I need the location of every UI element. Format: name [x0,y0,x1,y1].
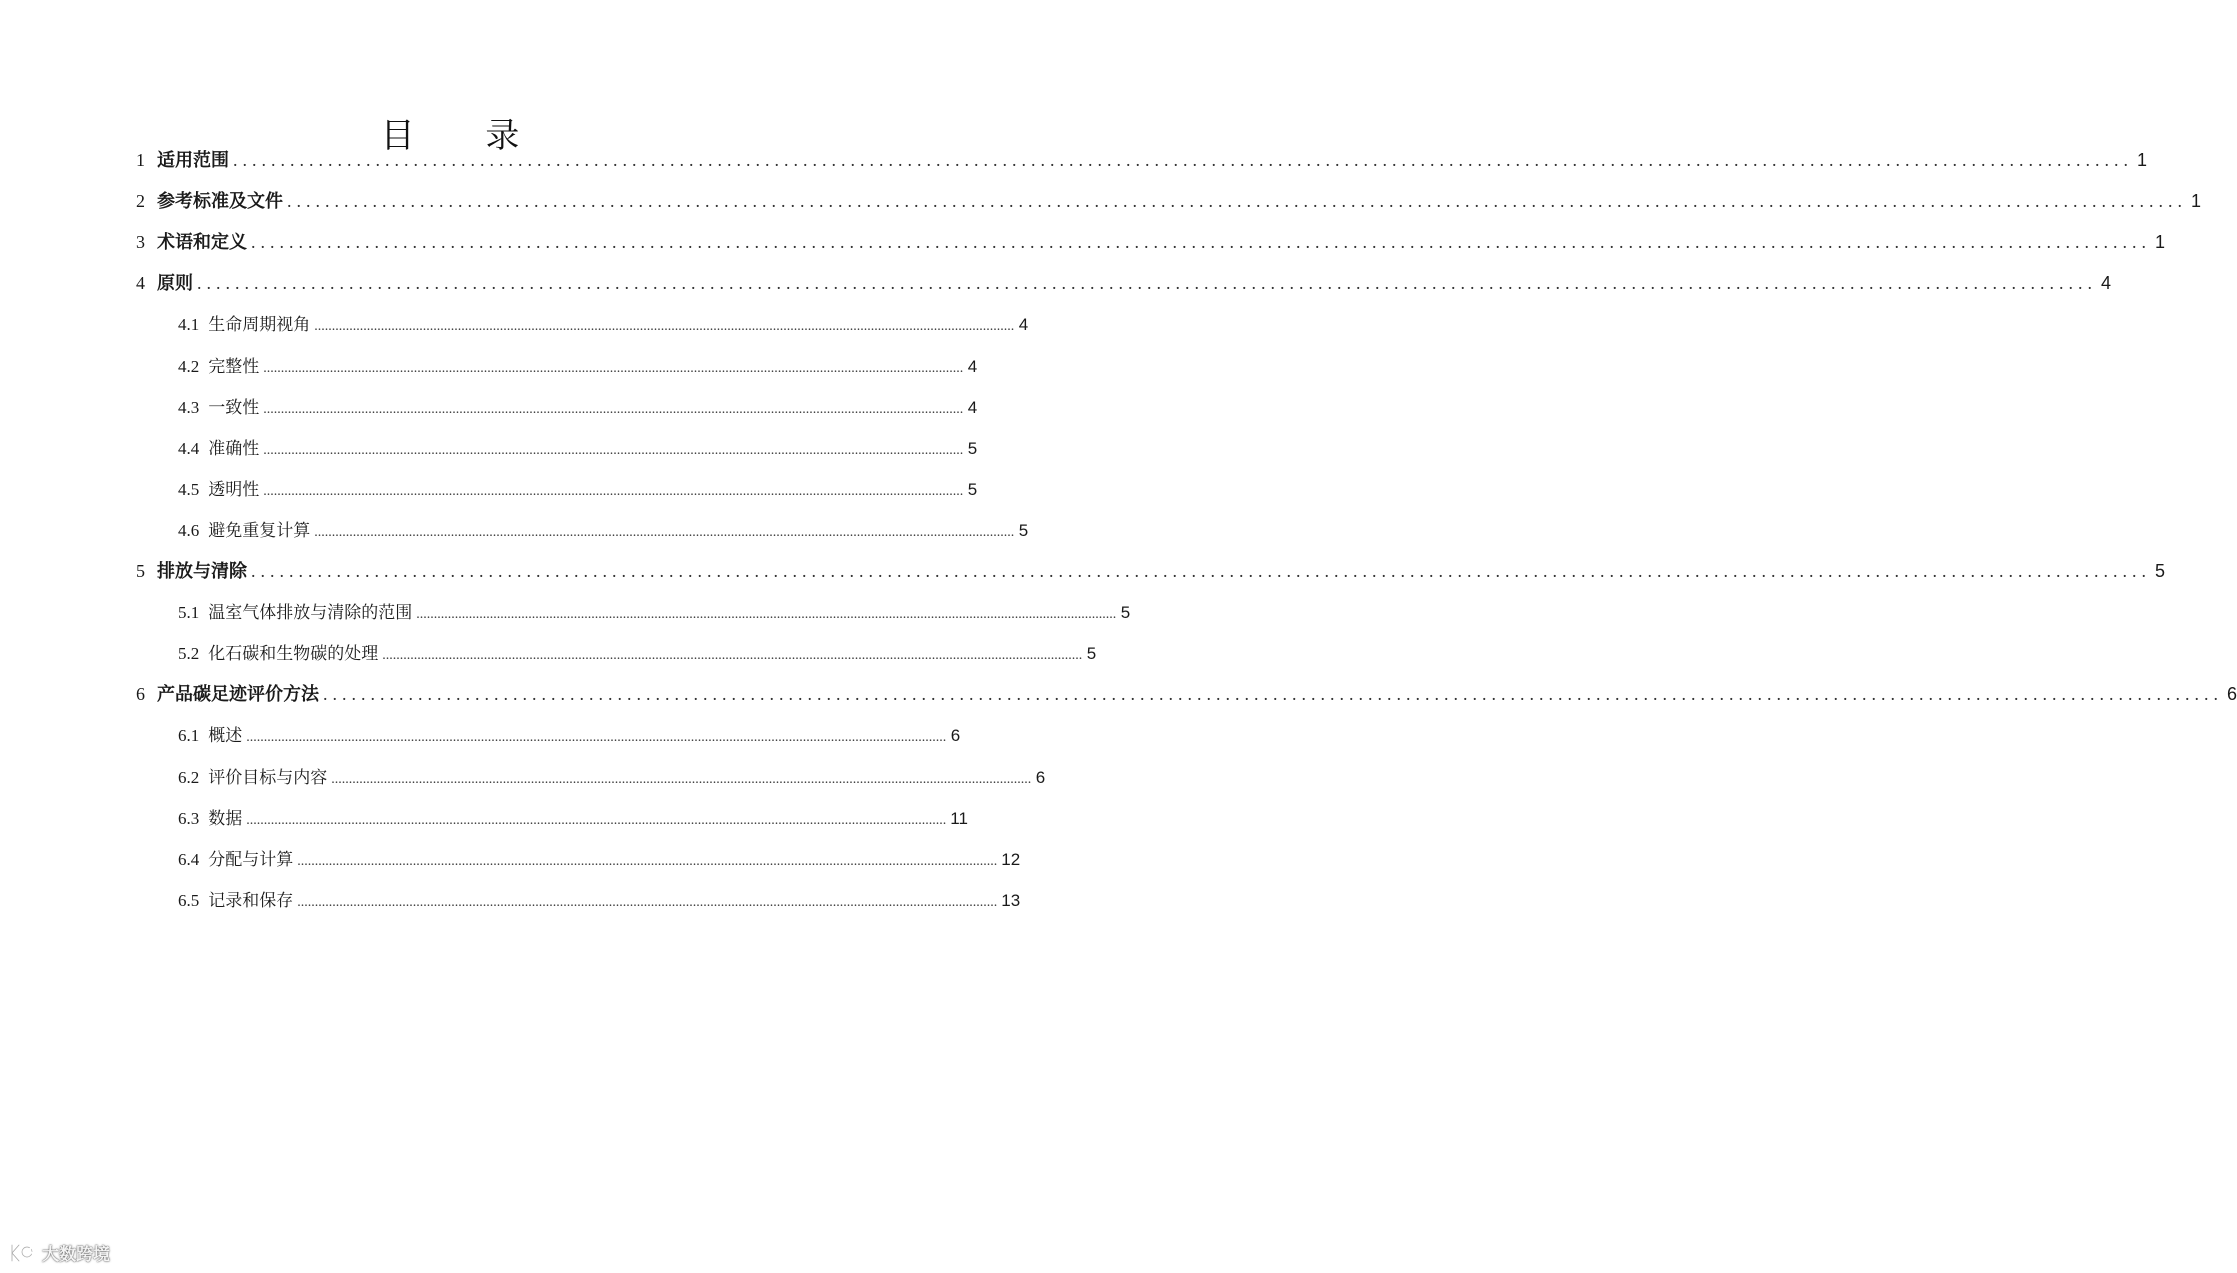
toc-dot-leader: ........................................................................................................................................................................................................ [287,191,2187,212]
toc-entry-page-number: 4 [2101,273,2112,294]
toc-entry[interactable] [178,845,1021,875]
toc-dot-leader: ........................................................................................................................................................................................................ [263,360,964,376]
toc-entry[interactable] [178,516,1029,546]
toc-dot-leader: ........................................................................................................................................................................................................ [246,730,947,746]
toc-dot-leader: ........................................................................................................................................................................................................ [314,524,1015,540]
toc-entry-label: 生命周期视角 [208,315,311,336]
toc-entry-label: 避免重复计算 [208,520,311,541]
toc-entry-label: 透明性 [208,479,260,500]
toc-entry-label: 概述 [208,726,243,747]
toc-entry[interactable] [178,352,978,382]
toc-entry[interactable] [136,557,2166,587]
toc-dot-leader: ........................................................................................................................................................................................................ [297,853,998,869]
toc-entry-label: 参考标准及文件 [157,191,283,213]
toc-entry-page-number: 11 [950,808,968,828]
toc-entry-number: 4.4 [178,438,200,458]
toc-entry-number: 6.3 [178,808,200,828]
page-title: 目 录 [380,116,550,156]
toc-entry[interactable] [136,228,2166,258]
toc-entry-page-number: 4 [1018,315,1029,335]
toc-entry-label: 排放与清除 [157,561,247,582]
toc-entry-number: 4 [136,273,145,294]
toc-dot-leader: ........................................................................................................................................................................................................ [331,771,1032,787]
toc-entry-label: 评价目标与内容 [208,767,328,788]
toc-entry-label: 数据 [208,808,243,829]
toc-entry-number: 5.2 [178,644,200,664]
toc-entry-number: 4.3 [178,397,200,417]
toc-dot-leader: ........................................................................................................................................................................................................ [416,607,1117,623]
toc-dot-leader: ........................................................................................................................................................................................................ [251,232,2151,253]
toc-entry-number: 6.1 [178,726,200,746]
toc-entry[interactable] [178,598,1131,628]
toc-entry[interactable] [178,475,978,505]
toc-entry-label: 记录和保存 [208,890,294,911]
toc-dot-leader: ........................................................................................................................................................................................................ [233,150,2133,170]
toc-entry[interactable] [178,804,968,834]
kg-logo-icon [8,1241,38,1265]
toc-entry-page-number: 5 [1086,644,1097,664]
toc-entry-number: 2 [136,191,145,212]
toc-entry-page-number: 6 [2227,684,2237,705]
toc-entry[interactable] [136,269,2112,299]
toc-entry-number: 6.2 [178,767,200,787]
toc-entry-label: 化石碳和生物碳的处理 [208,644,379,665]
toc-entry-label: 产品碳足迹评价方法 [157,684,319,706]
toc-entry[interactable] [178,763,1046,793]
toc-entry-number: 4.6 [178,520,200,540]
toc-dot-leader: ........................................................................................................................................................................................................ [314,319,1015,335]
toc-dot-leader: ........................................................................................................................................................................................................ [297,894,998,910]
toc-entry-number: 1 [136,150,145,170]
toc-entry-page-number: 1 [2191,191,2202,212]
toc-entry-number: 4.5 [178,479,200,499]
toc-entry-page-number: 4 [967,397,978,417]
toc-entry-page-number: 6 [1035,767,1046,787]
toc-entry-label: 术语和定义 [157,232,247,254]
toc-dot-leader: ........................................................................................................................................................................................................ [251,561,2151,581]
toc-entry[interactable] [136,146,2148,176]
toc-entry[interactable] [136,680,2237,710]
toc-dot-leader: ........................................................................................................................................................................................................ [197,273,2097,294]
toc-dot-leader: ........................................................................................................................................................................................................ [246,812,947,828]
toc-entry-label: 适用范围 [157,150,229,171]
toc-entry-page-number: 4 [967,356,978,376]
toc-entry-number: 5.1 [178,603,200,623]
toc-entry-page-number: 6 [950,726,961,746]
toc-entry[interactable] [178,639,1097,669]
toc-entry-page-number: 5 [967,479,978,499]
toc-entry-page-number: 5 [2155,561,2166,581]
toc-entry-label: 完整性 [208,356,260,377]
toc-entry-page-number: 5 [1018,520,1029,540]
toc-entry-page-number: 12 [1001,849,1021,869]
toc-dot-leader: ........................................................................................................................................................................................................ [323,684,2223,705]
toc-entry[interactable] [178,310,1029,340]
toc-entry-page-number: 1 [2155,232,2166,253]
toc-entry-label: 温室气体排放与清除的范围 [208,603,413,624]
toc-entry-number: 6.5 [178,890,200,910]
toc-entry-number: 5 [136,561,145,581]
toc-entry-number: 6 [136,684,145,705]
toc-entry-label: 原则 [157,273,193,295]
toc-entry-page-number: 5 [1120,603,1131,623]
toc-dot-leader: ........................................................................................................................................................................................................ [382,648,1083,664]
toc-entry-label: 分配与计算 [208,849,294,870]
toc-entry[interactable] [178,434,978,464]
toc-entry[interactable] [178,393,978,423]
toc-entry-number: 4.1 [178,315,200,335]
toc-entry-label: 一致性 [208,397,260,418]
toc-entry-page-number: 1 [2137,150,2148,170]
toc-entry-number: 6.4 [178,849,200,869]
toc-dot-leader: ........................................................................................................................................................................................................ [263,442,964,458]
toc-entry[interactable] [178,886,1021,916]
toc-entry-number: 3 [136,232,145,253]
toc-entry-label: 准确性 [208,438,260,459]
watermark [8,1240,110,1265]
watermark-text: 大数跨境 [42,1245,110,1265]
toc-entry-page-number: 5 [967,438,978,458]
toc-entry-number: 4.2 [178,356,200,376]
toc-entry-page-number: 13 [1001,890,1021,910]
toc-entry[interactable] [178,721,961,751]
toc-entry[interactable] [136,187,2202,217]
toc-dot-leader: ........................................................................................................................................................................................................ [263,401,964,417]
toc-dot-leader: ........................................................................................................................................................................................................ [263,483,964,499]
